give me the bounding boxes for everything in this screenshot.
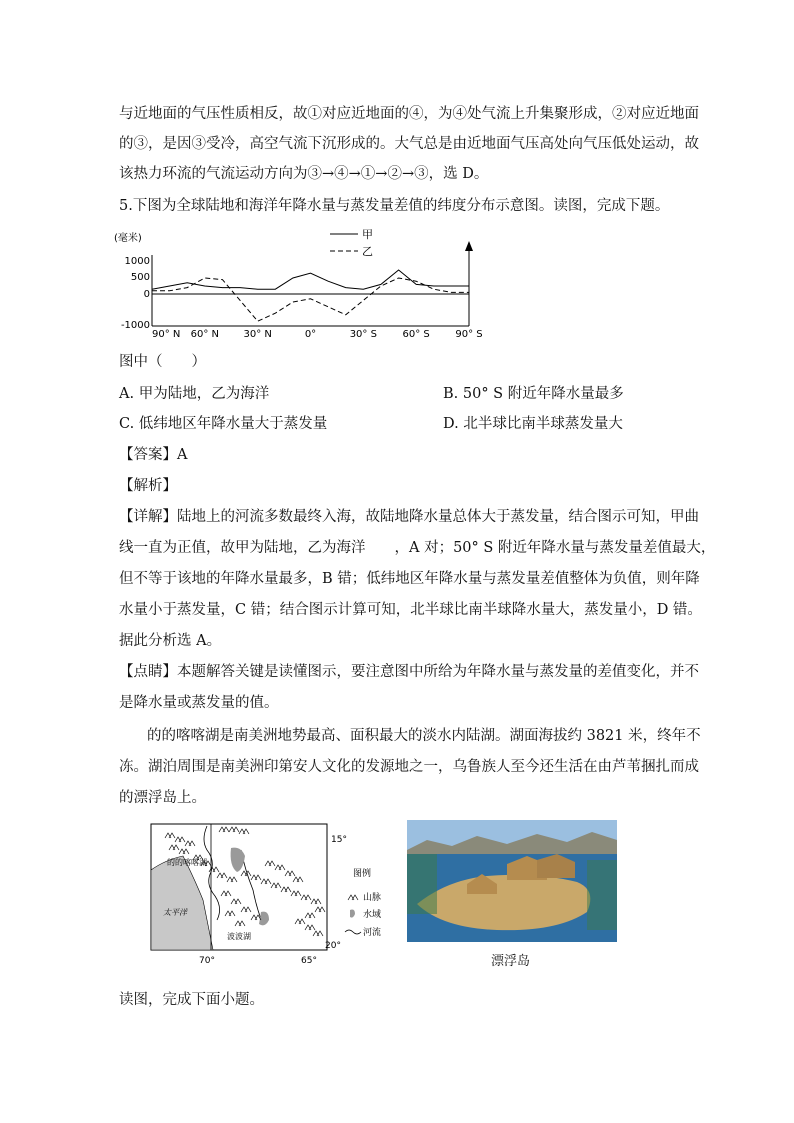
y-tick-500: 500 bbox=[130, 272, 150, 283]
x-tick-label: 90° S bbox=[455, 329, 483, 340]
x-tick-label: 0° bbox=[304, 329, 317, 340]
text-line-3: 该热力环流的气流运动方向为③→④→①→②→③，选 D。 bbox=[119, 166, 489, 182]
option-b: B. 50° S 附近年降水量最多 bbox=[443, 386, 624, 402]
x-tick-label: 30° N bbox=[243, 329, 272, 340]
y-tick-0: 0 bbox=[143, 289, 150, 300]
text-line-2: 的③，是因③受冷，高空气流下沉形成的。大气总是由近地面气压高处向气压低处运动，故 bbox=[119, 136, 699, 152]
question-5-title: 5.下图为全球陆地和海洋年降水量与蒸发量差值的纬度分布示意图。读图，完成下题。 bbox=[119, 198, 670, 214]
analysis-heading: 【解析】 bbox=[119, 478, 177, 494]
legend-river: 河流 bbox=[363, 928, 382, 938]
text-line-1: 与近地面的气压性质相反，故①对应近地面的④，为④处气流上升集聚形成，②对应近地面 bbox=[119, 106, 699, 122]
lake-titicaca-label: 的的喀喀湖 bbox=[167, 858, 207, 867]
legend-label-jia: 甲 bbox=[362, 228, 373, 241]
map-legend-title: 图例 bbox=[353, 869, 372, 879]
water-body-icon bbox=[350, 910, 355, 918]
answer: 【答案】A bbox=[119, 447, 188, 463]
detail-line-2: 线一直为正值，故甲为陆地，乙为海洋 ，A 对；50° S 附近年降水量与蒸发量差值最大， bbox=[119, 540, 716, 556]
detail-line-3: 但不等于该地的年降水量最多，B 错；低纬地区年降水量与蒸发量差值整体为负值，则年降 bbox=[119, 571, 700, 587]
x-tick-label: 30° S bbox=[349, 329, 377, 340]
detail-line-4: 水量小于蒸发量，C 错；结合图示计算可知，北半球比南半球降水量大，蒸发量小，D 错。 bbox=[119, 602, 702, 618]
floating-island-photo bbox=[407, 820, 617, 942]
legend-mountain: 山脉 bbox=[363, 893, 382, 903]
legend-label-yi: 乙 bbox=[362, 245, 373, 258]
ocean-label: 太平洋 bbox=[163, 908, 187, 917]
intro-line-1: 的的喀喀湖是南美洲地势最高、面积最大的淡水内陆湖。湖面海拔约 3821 米，终年不 bbox=[147, 728, 701, 744]
intro-line-2: 冻。湖泊周围是南美洲印第安人文化的发源地之一，乌鲁族人至今还生活在由芦苇捆扎而成 bbox=[119, 759, 699, 775]
titicaca-map bbox=[145, 820, 395, 970]
option-a: A. 甲为陆地，乙为海洋 bbox=[119, 386, 270, 402]
y-tick-neg1000: -1000 bbox=[120, 320, 150, 331]
lon-label-70: 70° bbox=[199, 956, 215, 966]
river-icon bbox=[345, 930, 361, 934]
detail-line-1: 【详解】陆地上的河流多数最终入海，故陆地降水量总体大于蒸发量，结合图示可知，甲曲 bbox=[119, 509, 699, 525]
precip-evap-chart bbox=[108, 225, 508, 345]
lat-label-15: 15° bbox=[331, 835, 347, 845]
comment-line-1: 【点睛】本题解答关键是读懂图示，要注意图中所给为年降水量与蒸发量的差值变化，并不 bbox=[119, 664, 699, 680]
option-d: D. 北半球比南半球蒸发量大 bbox=[443, 416, 623, 432]
comment-line-2: 是降水量或蒸发量的值。 bbox=[119, 695, 279, 711]
lat-label-20: 20° bbox=[325, 941, 341, 951]
y-axis-label: (毫米) bbox=[114, 233, 142, 244]
x-tick-label: 60° N bbox=[190, 329, 220, 340]
detail-line-5: 据此分析选 A。 bbox=[119, 633, 222, 649]
mountain-icon bbox=[348, 895, 358, 900]
intro-line-3: 的漂浮岛上。 bbox=[119, 790, 206, 806]
series-jia-line bbox=[152, 270, 469, 289]
photo-caption: 漂浮岛 bbox=[491, 954, 531, 969]
y-tick-1000: 1000 bbox=[124, 256, 150, 267]
lake-poopo-label: 波波湖 bbox=[227, 932, 251, 941]
x-tick-label: 60° S bbox=[402, 329, 430, 340]
x-tick-label: 90° N bbox=[152, 329, 181, 340]
legend-water: 水域 bbox=[363, 910, 382, 920]
chart-legend bbox=[330, 228, 373, 258]
lon-label-65: 65° bbox=[301, 956, 317, 966]
option-c: C. 低纬地区年降水量大于蒸发量 bbox=[119, 416, 328, 432]
question-stem: 图中（ ） bbox=[119, 354, 206, 370]
closing-instruction: 读图，完成下面小题。 bbox=[119, 992, 264, 1008]
